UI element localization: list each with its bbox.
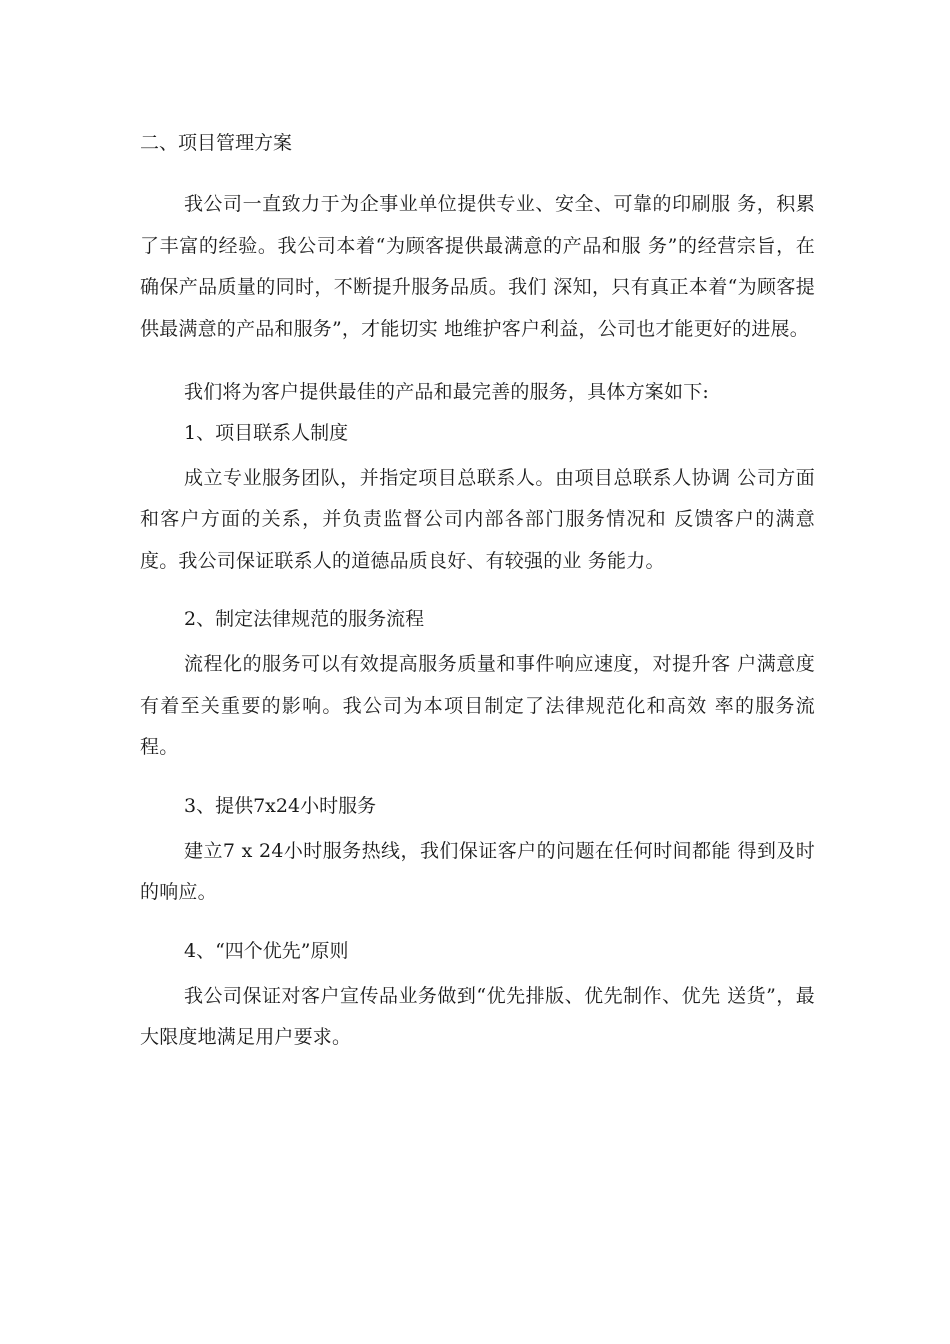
- intro-summary-paragraph: 我们将为客户提供最佳的产品和最完善的服务，具体方案如下:: [184, 381, 710, 403]
- item-body-service-process: 流程化的服务可以有效提高服务质量和事件响应速度，对提升客 户满意度有着至关重要的影响。我公司为本项目制定了法律规范化和高效 率的服务流程。: [140, 653, 815, 758]
- section-title: 二、项目管理方案: [140, 132, 293, 154]
- item-heading-four-priorities: 4、“四个优先”原则: [184, 939, 349, 962]
- item-body-contact-system: 成立专业服务团队，并指定项目总联系人。由项目总联系人协调 公司方面和客户方面的关系，并负责监督公司内部各部门服务情况和 反馈客户的满意度。我公司保证联系人的道德品质良好、有较强的业 务能力。: [140, 466, 815, 572]
- document-body: [140, 128, 815, 1081]
- item-body-four-priorities: 我公司保证对客户宣传品业务做到“优先排版、优先制作、优先 送货”，最大限度地满足用户要求。: [140, 984, 815, 1048]
- item-heading-contact-system: 1、项目联系人制度: [184, 421, 349, 444]
- item-heading-service-process: 2、制定法律规范的服务流程: [184, 608, 425, 630]
- intro-paragraph: 我公司一直致力于为企事业单位提供专业、安全、可靠的印刷服 务，积累了丰富的经验。我公司本着“为顾客提供最满意的产品和服 务”的经营宗旨，在确保产品质量的同时，不断提升服务品质。我们 深知，只有真正本着“为顾客提供最满意的产品和服务”，才能切实 地维护客户利益，公司也才能更好的进展。: [140, 193, 815, 340]
- item-heading-24h-service: 3、提供7x24小时服务: [184, 794, 377, 817]
- item-body-24h-service: 建立7 x 24小时服务热线，我们保证客户的问题在任何时间都能 得到及时的响应。: [140, 839, 815, 903]
